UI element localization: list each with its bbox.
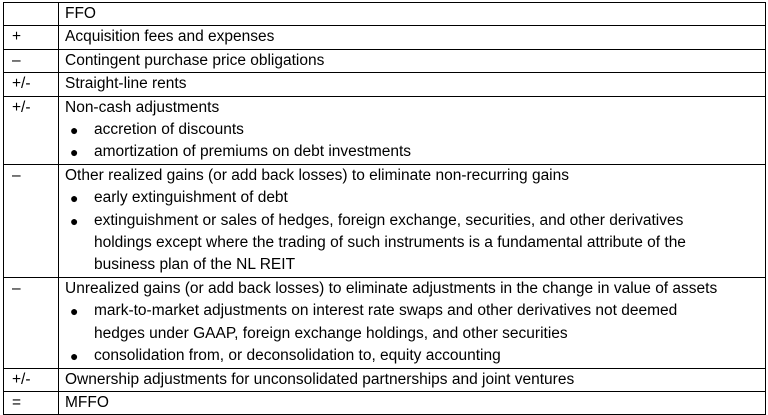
bullet-item: [65, 119, 765, 141]
bullet-dot-icon: ●: [70, 144, 79, 161]
description-cell: [59, 277, 766, 368]
description-cell: [59, 96, 766, 164]
description-cell: [59, 391, 766, 414]
table-row: [4, 368, 766, 391]
bullet-text: hedges under GAAP, foreign exchange holdings, and other securities: [94, 324, 568, 342]
operator-cell: [4, 73, 59, 96]
bullet-dot-icon: ●: [70, 303, 79, 320]
bullet-item: [65, 345, 765, 367]
description-cell: [59, 73, 766, 96]
description-cell: [59, 49, 766, 72]
table-row: [4, 164, 766, 277]
operator-cell: [4, 96, 59, 164]
line-item-label: MFFO: [65, 393, 109, 411]
operator-symbol: +/-: [12, 75, 31, 93]
table-body: [4, 3, 766, 415]
bullet-item: [65, 187, 765, 209]
operator-symbol: +/-: [12, 370, 31, 388]
table-row: [4, 49, 766, 72]
table-row: [4, 73, 766, 96]
bullet-text: business plan of the NL REIT: [94, 256, 296, 274]
table-row: [4, 3, 766, 26]
line-item-label: Unrealized gains (or add back losses) to eliminate adjustments in the change in value of assets: [65, 279, 718, 297]
bullet-dot-icon: ●: [70, 348, 79, 365]
operator-symbol: –: [12, 51, 21, 69]
description-cell: [59, 164, 766, 277]
operator-cell: [4, 26, 59, 49]
operator-cell: [4, 49, 59, 72]
description-cell: [59, 368, 766, 391]
bullet-text: accretion of discounts: [94, 121, 244, 139]
line-item-label: Other realized gains (or add back losses) to eliminate non-recurring gains: [65, 166, 569, 184]
line-item-label: Straight-line rents: [65, 75, 187, 93]
bullet-text: extinguishment or sales of hedges, foreign exchange, securities, and other derivatives: [94, 211, 684, 229]
bullet-list: [65, 187, 765, 277]
bullet-item: [65, 210, 765, 277]
bullet-item: [65, 141, 765, 163]
operator-cell: [4, 368, 59, 391]
bullet-list: [65, 300, 765, 367]
operator-cell: [4, 164, 59, 277]
line-item-label: Non-cash adjustments: [65, 98, 220, 116]
table-row: [4, 26, 766, 49]
bullet-text: amortization of premiums on debt investments: [94, 143, 412, 161]
bullet-dot-icon: ●: [70, 122, 79, 139]
line-item-label: Acquisition fees and expenses: [65, 28, 275, 46]
operator-symbol: +: [12, 28, 22, 46]
operator-symbol: –: [12, 279, 21, 297]
line-item-label: Contingent purchase price obligations: [65, 51, 325, 69]
operator-cell: [4, 3, 59, 26]
operator-cell: [4, 277, 59, 368]
bullet-text: early extinguishment of debt: [94, 189, 288, 207]
description-cell: [59, 26, 766, 49]
operator-cell: [4, 391, 59, 414]
operator-symbol: +/-: [12, 98, 31, 116]
bullet-dot-icon: ●: [70, 212, 79, 229]
table-row: [4, 96, 766, 164]
bullet-dot-icon: ●: [70, 190, 79, 207]
bullet-list: [65, 119, 765, 164]
mffo-reconciliation-table: [3, 2, 766, 415]
line-item-label: Ownership adjustments for unconsolidated partnerships and joint ventures: [65, 370, 575, 388]
table-row: [4, 391, 766, 414]
table-row: [4, 277, 766, 368]
operator-symbol: =: [12, 393, 22, 411]
description-cell: [59, 3, 766, 26]
bullet-text: mark-to-market adjustments on interest rate swaps and other derivatives not deemed: [94, 302, 678, 320]
line-item-label: FFO: [65, 5, 96, 22]
bullet-text: holdings except where the trading of such instruments is a fundamental attribute of the: [94, 234, 686, 252]
operator-symbol: –: [12, 166, 21, 184]
bullet-text: consolidation from, or deconsolidation to, equity accounting: [94, 347, 501, 365]
bullet-item: [65, 300, 765, 345]
